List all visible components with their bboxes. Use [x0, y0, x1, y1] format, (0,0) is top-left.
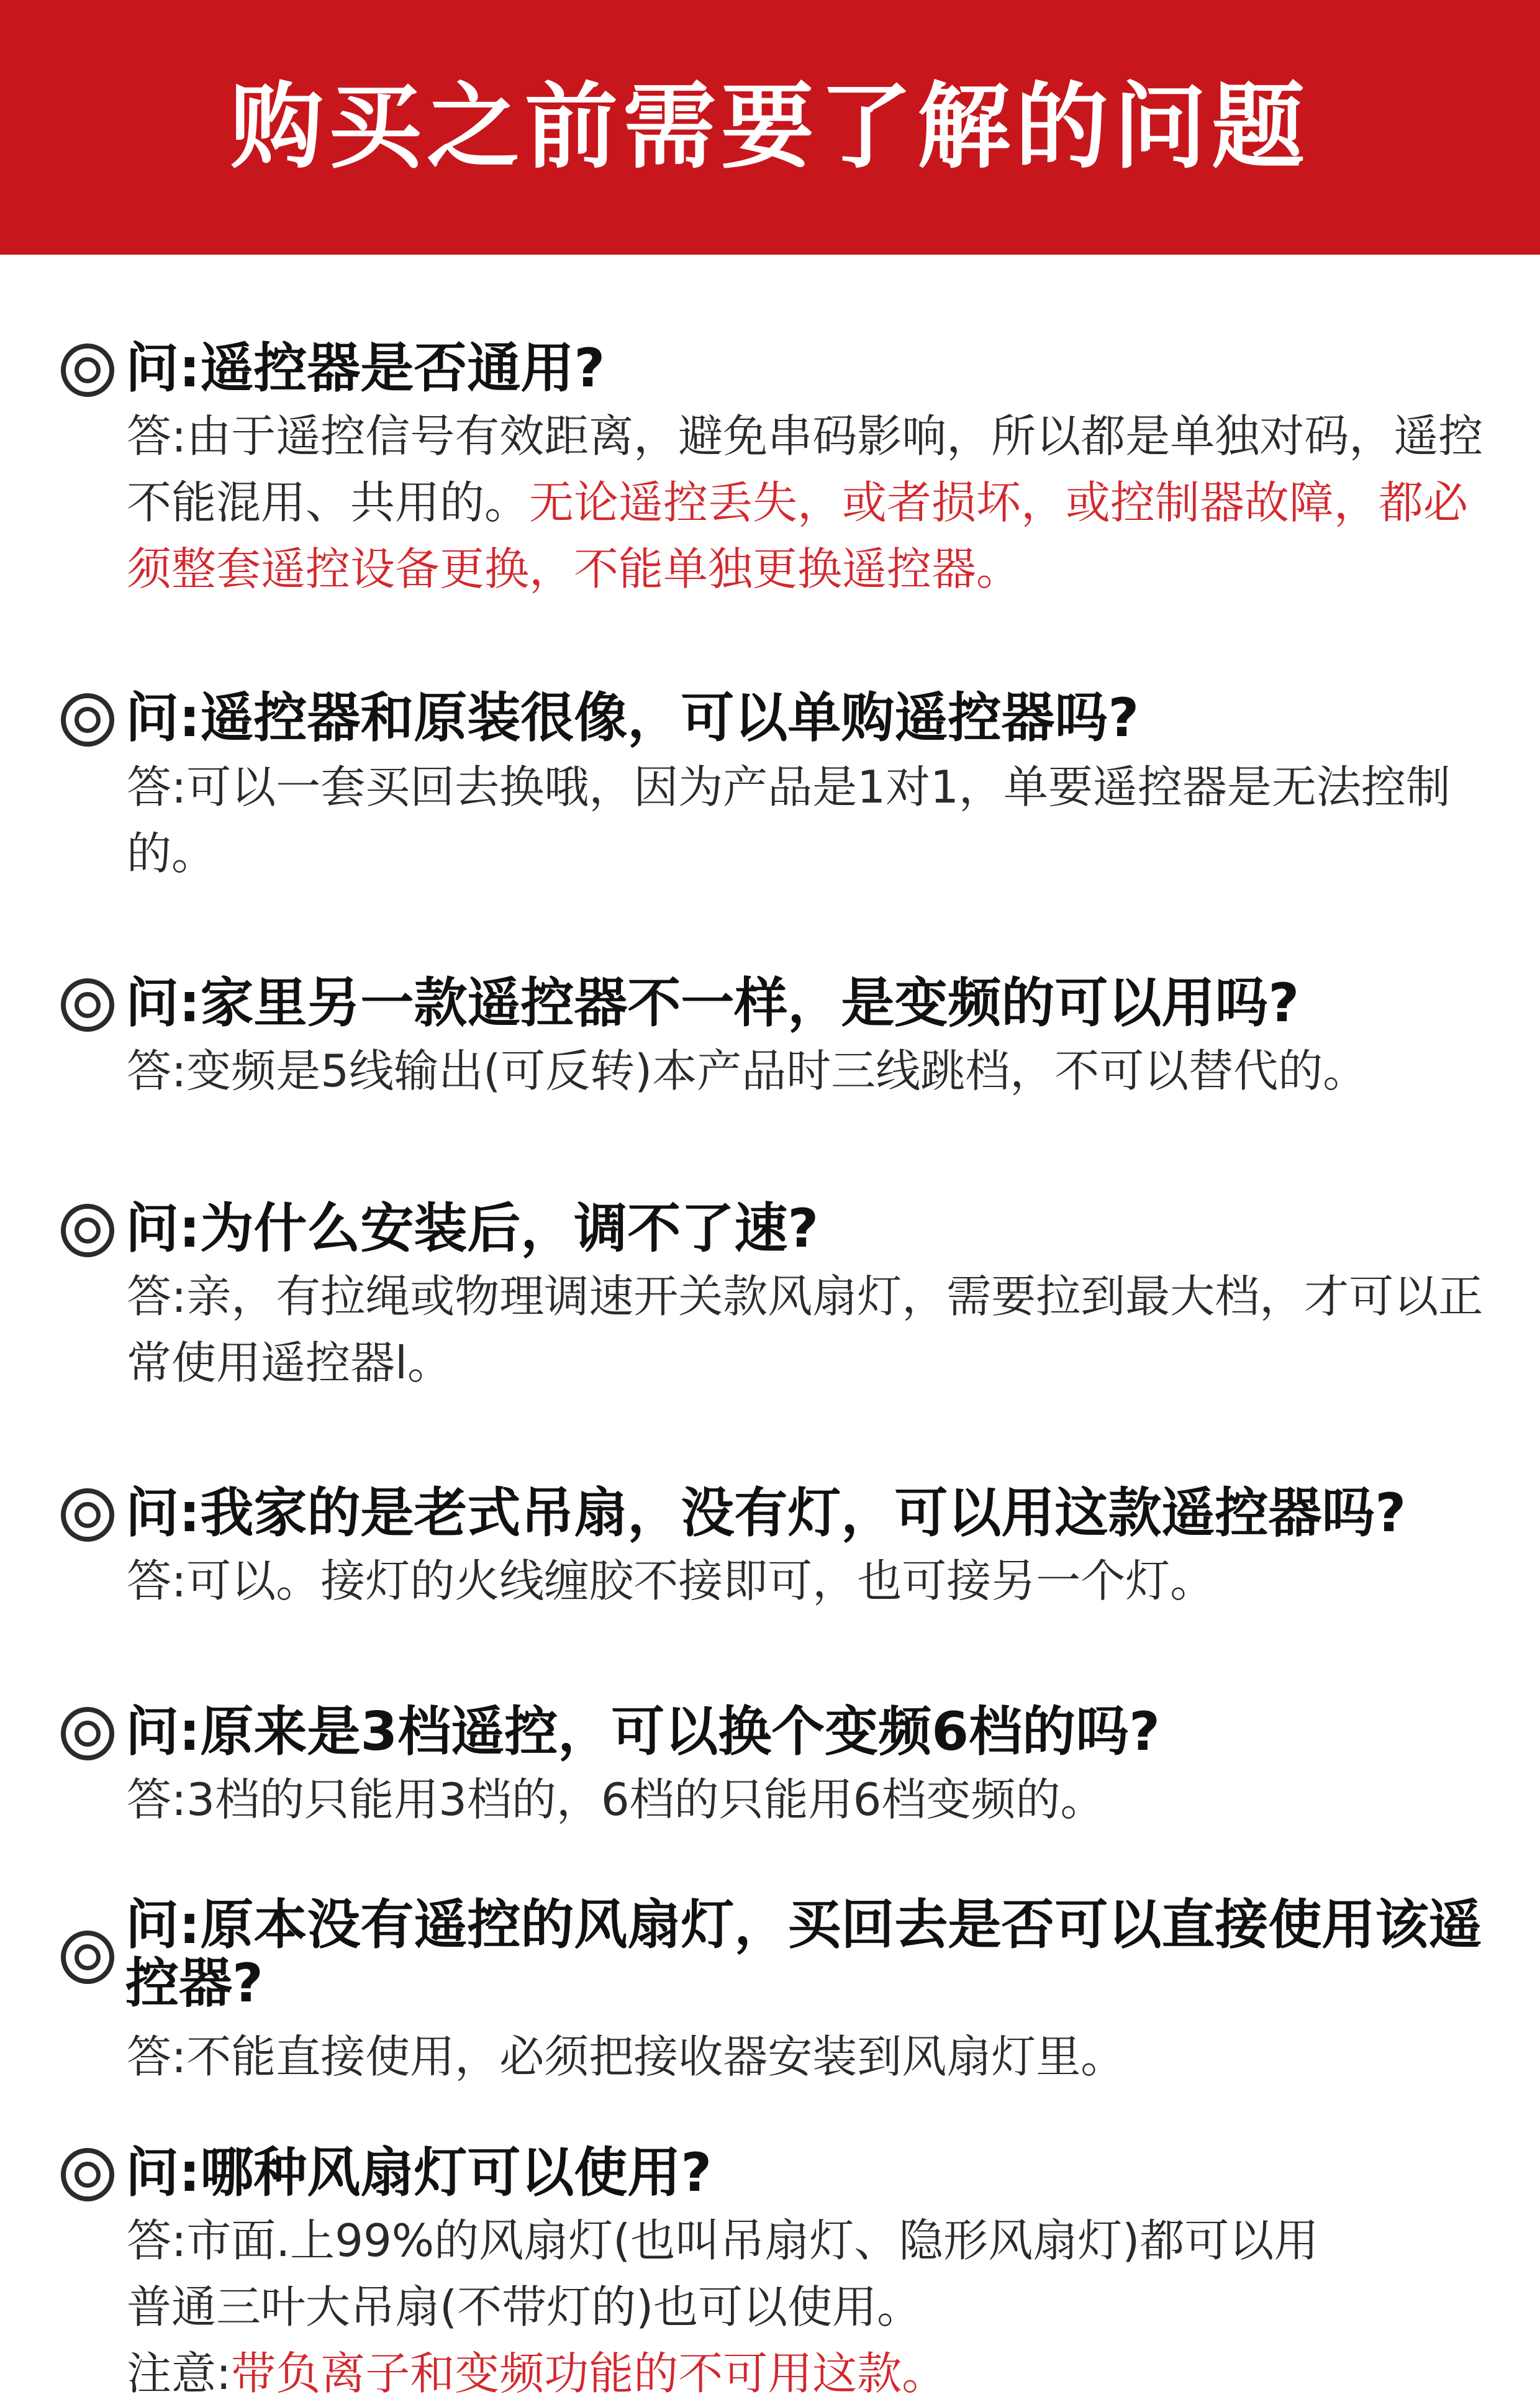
faq-question: 问:原来是3档遥控，可以换个变频6档的吗?	[125, 1701, 1160, 1763]
faq-question: 问:家里另一款遥控器不一样，是变频的可以用吗?	[125, 972, 1300, 1034]
faq-question: 问:哪种风扇灯可以使用?	[125, 2142, 712, 2204]
bullet-circle-icon	[61, 1931, 114, 1984]
faq-question: 问:我家的是老式吊扇，没有灯，可以用这款遥控器吗?	[125, 1482, 1406, 1544]
faq-note	[127, 2341, 1487, 2407]
faq-question: 问:遥控器和原装很像，可以单购遥控器吗?	[125, 687, 1139, 749]
page-header	[0, 0, 1540, 255]
faq-answer-line: 普通三叶大吊扇(不带灯的)也可以使用。	[127, 2281, 922, 2333]
page-title: 购买之前需要了解的问题	[230, 73, 1310, 181]
faq-question: 问:遥控器是否通用?	[125, 337, 605, 399]
faq-answer-line: 答:市面.上99%的风扇灯(也叫吊扇灯、隐形风扇灯)都可以用	[127, 2214, 1319, 2267]
faq-answer: 答:3档的只能用3档的，6档的只能用6档变频的。	[127, 1773, 1105, 1826]
faq-answer: 答:不能直接使用，必须把接收器安装到风扇灯里。	[127, 2031, 1126, 2083]
faq-note-label: 注意:	[127, 2347, 232, 2400]
faq-question: 问:为什么安装后，调不了速?	[125, 1198, 819, 1260]
faq-answer-highlight: 无论遥控丢失，或者损坏，或控制器故障，都必须整套遥控设备更换，不能单独更换遥控器。	[127, 476, 1469, 595]
bullet-circle-icon	[61, 693, 114, 747]
bullet-circle-icon	[61, 2148, 114, 2201]
faq-answer	[127, 403, 1487, 603]
faq-answer: 答:变频是5线输出(可反转)本产品时三线跳档，不可以替代的。	[127, 1045, 1368, 1097]
faq-answer-text: 答:由于遥控信号有效距离，避免串码影响，所以都是单独对码，遥控不能混用、共用的。	[127, 410, 1483, 529]
faq-question: 问:原本没有遥控的风扇灯，买回去是否可以直接使用该遥控器?	[125, 1894, 1482, 2014]
bullet-circle-icon	[61, 1707, 114, 1760]
faq-note-highlight: 带负离子和变频功能的不可用这款。	[231, 2347, 947, 2400]
faq-answer	[127, 2208, 1487, 2407]
faq-answer: 答:可以一套买回去换哦，因为产品是1对1，单要遥控器是无法控制的。	[127, 761, 1451, 880]
faq-answer: 答:可以。接灯的火线缠胶不接即可，也可接另一个灯。	[127, 1555, 1215, 1607]
bullet-circle-icon	[61, 1488, 114, 1542]
bullet-circle-icon	[61, 978, 114, 1032]
faq-answer: 答:亲，有拉绳或物理调速开关款风扇灯，需要拉到最大档，才可以正常使用遥控器l。	[127, 1270, 1483, 1389]
bullet-circle-icon	[61, 344, 114, 397]
bullet-circle-icon	[61, 1204, 114, 1257]
